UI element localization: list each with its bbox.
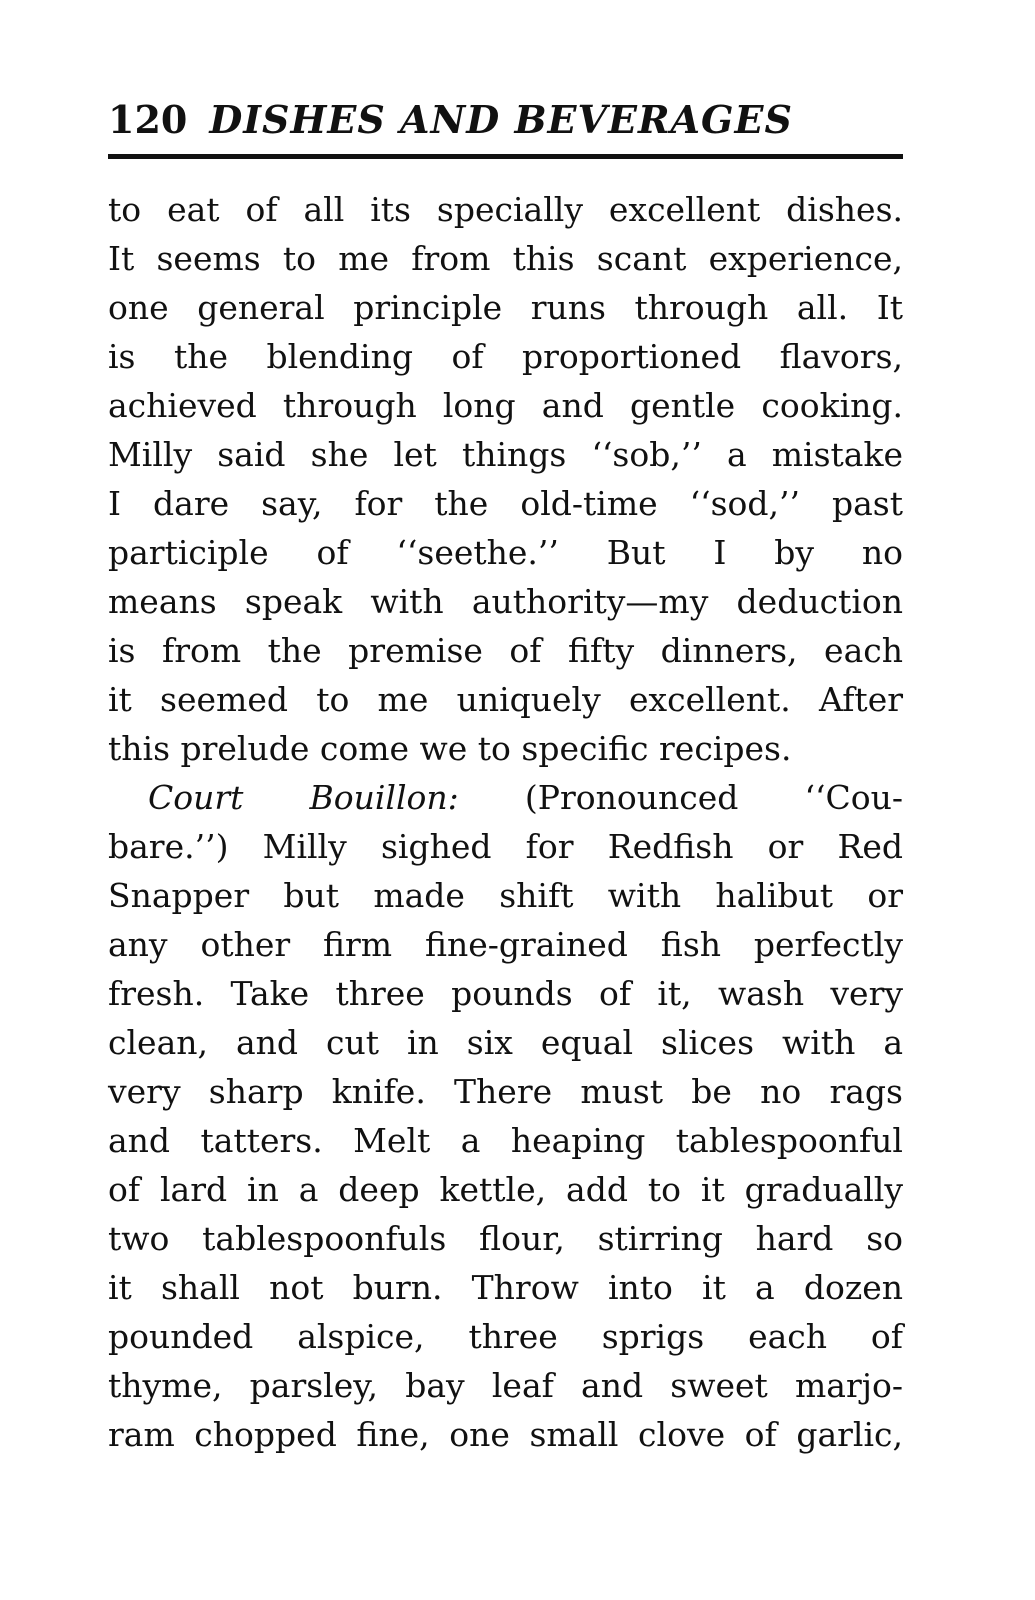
text-line: and tatters. Melt a heaping tablespoonful bbox=[108, 1121, 903, 1160]
text-line: participle of ‘‘seethe.’’ But I by no bbox=[108, 533, 903, 572]
text-line: means speak with authority—my deduction bbox=[108, 582, 903, 621]
header-rule bbox=[108, 154, 903, 159]
text-line: two tablespoonfuls flour, stirring hard so bbox=[108, 1219, 903, 1258]
text-line: I dare say, for the old-time ‘‘sod,’’ past bbox=[108, 484, 903, 523]
page-header bbox=[108, 90, 903, 150]
text-line: it shall not burn. Throw into it a dozen bbox=[108, 1268, 903, 1307]
text-line: to eat of all its specially excellent dishes. bbox=[108, 190, 903, 229]
text-line: any other firm fine-grained fish perfectly bbox=[108, 925, 903, 964]
text-line: clean, and cut in six equal slices with a bbox=[108, 1023, 903, 1062]
text-line: ram chopped fine, one small clove of garlic, bbox=[108, 1415, 903, 1454]
text-line: this prelude come we to specific recipes. bbox=[108, 729, 792, 768]
recipe-heading-line bbox=[108, 773, 903, 822]
running-title: DISHES AND BEVERAGES bbox=[209, 97, 793, 142]
text-line: of lard in a deep kettle, add to it gradually bbox=[108, 1170, 903, 1209]
text-line: is the blending of proportioned flavors, bbox=[108, 337, 903, 376]
text-line: It seems to me from this scant experience, bbox=[108, 239, 903, 278]
text-line: bare.’’) Milly sighed for Redfish or Red bbox=[108, 827, 903, 866]
text-line: achieved through long and gentle cooking. bbox=[108, 386, 903, 425]
text-line: Snapper but made shift with halibut or bbox=[108, 876, 903, 915]
text-line: fresh. Take three pounds of it, wash very bbox=[108, 974, 903, 1013]
recipe-first-line-text: (Pronounced ‘‘Cou- bbox=[524, 778, 903, 817]
text-line: thyme, parsley, bay leaf and sweet marjo- bbox=[108, 1366, 903, 1405]
text-line: it seemed to me uniquely excellent. After bbox=[108, 680, 903, 719]
recipe-title: Court Bouillon: bbox=[148, 778, 459, 817]
book-page bbox=[108, 90, 903, 1459]
body-text bbox=[108, 185, 903, 1459]
text-line: Milly said she let things ‘‘sob,’’ a mistake bbox=[108, 435, 903, 474]
page-number: 120 bbox=[108, 97, 188, 142]
text-line: very sharp knife. There must be no rags bbox=[108, 1072, 903, 1111]
text-line: one general principle runs through all. It bbox=[108, 288, 903, 327]
text-line: pounded alspice, three sprigs each of bbox=[108, 1317, 903, 1356]
text-line: is from the premise of fifty dinners, each bbox=[108, 631, 903, 670]
